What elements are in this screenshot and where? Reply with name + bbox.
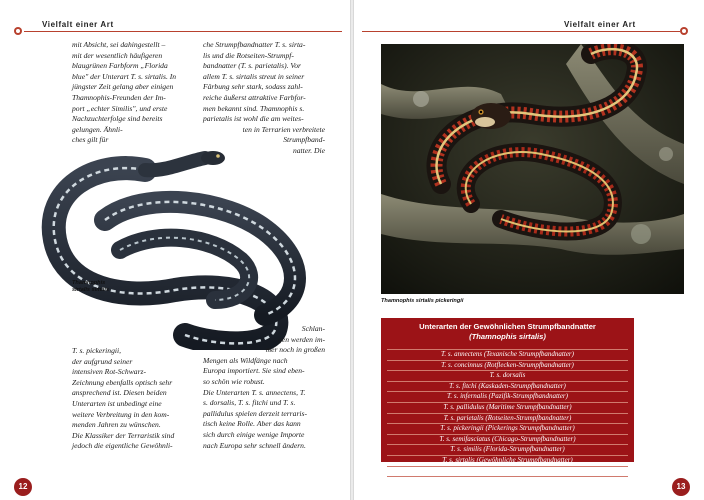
header-rule [24,31,342,32]
text-line: nach Europa sehr schnell ändern. [203,440,306,450]
text-line: Die Klassiker der Terraristik sind [72,430,175,440]
text-line: allem T. s. sirtalis streut in seiner [203,71,305,81]
text-line: T. s. pickeringii, [72,346,122,355]
text-line: natter. Die [292,145,325,155]
text-line: jedoch die eigentliche Gewöhnli- [72,441,173,451]
table-title-line: Unterarten der Gewöhnlichen Strumpfbandnatter [419,322,596,331]
subspecies-table [381,318,634,475]
text-line: blaugrünen Farbform „Florida [72,61,168,71]
table-row: T. s. annectens (Texanische Strumpfbandnatter) [387,349,628,360]
table-row: T. s. pallidulus (Maritime Strumpfbandnatter) [387,402,628,413]
text-line: gelungen. Ähnli- [72,124,123,134]
text-line: Zeichnung ebenfalls optisch sehr [72,377,173,387]
text-line: blue" der Unterart T. s. sirtalis. In [72,71,177,81]
text-line: ches gilt für [72,135,109,145]
table-row: T. s. semifasciatus (Chicago-Strumpfbandnatter) [387,434,628,445]
left-column-2-top [203,40,325,157]
text-line: menden Jahren zu wünschen. [72,420,161,430]
table-title [381,322,634,342]
text-line: parietalis ist wohl die am weites- [203,114,304,124]
table-row: T. s. infernalis (Pazifik-Strumpfbandnatter) [387,391,628,402]
table-row: T. s. similis (Florida-Strumpfbandnatter) [387,444,628,455]
text-line: Europa importiert. Sie sind eben- [203,366,305,376]
left-column-1-top [72,40,194,146]
running-header: Vielfalt einer Art [42,20,114,29]
text-line: Unterarten ist unbedingt eine [72,398,162,408]
caption-line: sirtalis similis [72,287,110,293]
left-page [0,0,350,500]
text-line: Strumpfband- [283,135,325,145]
text-line: Schlan- [301,324,325,333]
text-line: weitere Verbreitung in den kom- [72,409,170,419]
table-row: T. s. sirtalis (Gewöhnliche Strumpfbandnatter) [387,455,628,466]
left-column-2-bottom [203,324,325,451]
table-subtitle-line: (Thamnophis sirtalis) [469,332,546,341]
running-header: Vielfalt einer Art [564,20,636,29]
text-line: s. dorsalis, T. s. fitchi und T. s. [203,398,296,408]
text-line: Thamnophis-Freunden der Im- [72,92,166,102]
text-line: ansprechend ist. Diesen beiden [72,388,167,398]
caption-line: Thamnophis [72,280,106,286]
text-line: che Strumpfbandnatter T. s. sirta- [203,40,306,49]
right-page [354,0,704,500]
text-line: Mengen als Wildfänge nach [203,355,288,365]
text-line: lis und die Rotseiten-Strumpf- [203,50,294,60]
text-line: Nachzuchterfolge sind bereits [72,114,163,124]
table-row: T. s. dorsalis [387,370,628,381]
header-bullet-icon [14,27,22,35]
table-row: T. s. concinnus (Rotflecken-Strumpfbandnatter) [387,360,628,371]
header-bullet-icon [680,27,688,35]
photo-caption: Thamnophis sirtalis pickeringii [381,298,464,304]
text-line: Die Unterarten T. s. annectens, T. [203,387,306,397]
text-line: gen werden im- [278,334,325,344]
text-line: pallidulus spielen derzeit terraris- [203,408,307,418]
table-row: T. s. tetrataenia (San-Francisco-Strumpfbandnatter) [387,466,628,478]
text-line: mit Absicht, sei dahingestellt – [72,40,166,49]
photo-caption [72,280,109,294]
text-line: intensiven Rot-Schwarz- [72,367,147,377]
text-line: mer noch in großen [265,345,325,355]
text-line: port „echter Similis", und erste [72,103,168,113]
text-line: so schön wie robust. [203,376,265,386]
text-line: sich durch einige wenige Importe [203,429,305,439]
page-number-badge: 13 [672,478,690,496]
table-row: T. s. parietalis (Rotseiten-Strumpfbandnatter) [387,413,628,424]
left-column-1-bottom [72,346,194,452]
table-row: T. s. pickeringii (Pickerings Strumpfbandnatter) [387,423,628,434]
text-line: mit der wesentlich häufigeren [72,50,163,60]
text-line: Färbung sehr stark, sodass zahl- [203,82,303,92]
header-rule [362,31,680,32]
text-line: tisch keine Rolle. Aber das kann [203,419,301,429]
text-line: jüngster Zeit gelang aber einigen [72,82,174,92]
table-row: T. s. fitchi (Kaskaden-Strumpfbandnatter) [387,381,628,392]
text-line: reiche äußerst attraktive Farbfor- [203,92,306,102]
text-line: ten in Terrarien verbreitete [242,124,325,134]
snake-similis-photo [35,150,335,350]
text-line: der aufgrund seiner [72,356,133,366]
text-line: bandnatter (T. s. parietalis). Vor [203,61,301,71]
text-line: men bekannt sind. Thamnophis s. [203,103,305,113]
page-number-badge: 12 [14,478,32,496]
table-rows [387,349,628,477]
snake-pickeringii-photo [381,44,684,294]
